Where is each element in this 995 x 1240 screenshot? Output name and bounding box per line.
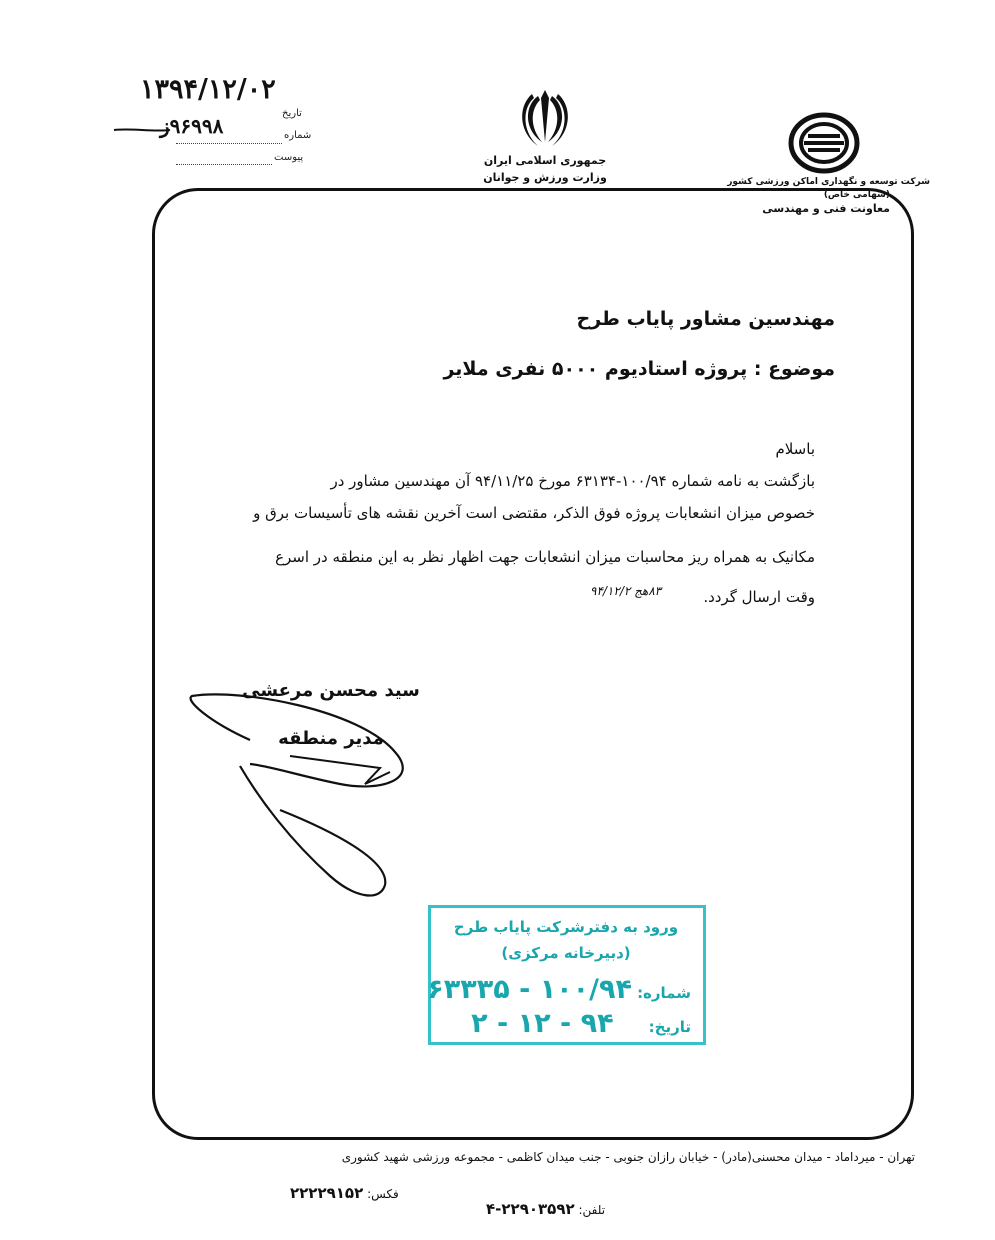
fax-label: فکس: [367, 1187, 399, 1201]
body-line-2: خصوص میزان انشعابات پروژه فوق الذکر، مقتضی است آخرین نقشه های تأسیسات برق و [253, 504, 815, 522]
greeting: باسلام [775, 440, 815, 458]
stamp-number-label: شماره: [637, 984, 691, 1002]
stamp-line1: ورود به دفترشرکت پایاب طرح [453, 918, 679, 936]
company-logo-icon [788, 112, 860, 174]
attachment-label: پیوست [274, 152, 304, 163]
phone-value: ۲۲۹۰۳۵۹۲-۴ [486, 1200, 575, 1218]
handwritten-signature [180, 680, 450, 910]
number-label: شماره [284, 130, 312, 141]
attachment-dotted-line [176, 164, 272, 165]
body-line-4: وقت ارسال گردد. [703, 588, 815, 606]
body-line-1: بازگشت به نامه شماره ۱۰۰/۹۴-۶۳۱۳۴ مورخ ۹۴/۱۱/۲۵ آن مهندسین مشاور در [330, 472, 815, 490]
company-line1: شرکت توسعه و نگهداری اماکن ورزشی کشور [727, 177, 930, 187]
ministry-name [470, 152, 620, 186]
company-line2: (سهامی خاص) [823, 190, 890, 200]
signatory-title: مدیر منطقه [278, 728, 384, 749]
date-label: تاریخ [282, 108, 302, 119]
letter-number-value: ۹۶۹۹۸ز [160, 114, 224, 138]
signatory-name: سید محسن مرعشی [242, 680, 420, 701]
footer-fax [290, 1184, 399, 1202]
entry-stamp [428, 905, 706, 1045]
letter-date-value: ۱۳۹۴/۱۲/۰۲ [140, 74, 276, 105]
iran-emblem-icon [512, 84, 578, 150]
stamp-date-value: ۹۴ - ۱۲ - ۲ [471, 1008, 614, 1039]
stamp-number-row [427, 974, 691, 1005]
footer-address: تهران - میرداماد - میدان محسنی(مادر) - خیابان رازان جنوبی - جنب میدان کاظمی - مجموعه ورزشی شهید کشوری [341, 1150, 915, 1164]
body-line-3: مکانیک به همراه ریز محاسبات میزان انشعابات جهت اظهار نظر به این منطقه در اسرع [275, 548, 815, 566]
footer-phone [486, 1200, 605, 1218]
company-line3: معاونت فنی و مهندسی [762, 202, 890, 215]
fax-value: ۲۲۲۲۹۱۵۲ [290, 1184, 364, 1202]
number-underline [112, 124, 172, 138]
stamp-line2: (دبیرخانه مرکزی) [501, 944, 631, 962]
stamp-date-label: تاریخ: [648, 1018, 691, 1036]
recipient: مهندسین مشاور پایاب طرح [576, 308, 835, 330]
handwritten-note: ۸۳هج ۹۴/۱۲/۲ [590, 584, 662, 598]
stamp-date-row [441, 1008, 691, 1039]
ministry-line2: وزارت ورزش و جوانان [483, 171, 607, 184]
subject: موضوع : پروژه استادیوم ۵۰۰۰ نفری ملایر [443, 358, 835, 380]
number-dotted-line [176, 143, 282, 144]
stamp-number-value: ۱۰۰/۹۴ - ۶۳۳۳۵ [427, 974, 632, 1005]
ministry-line1: جمهوری اسلامی ایران [483, 154, 607, 167]
phone-label: تلفن: [578, 1203, 606, 1217]
